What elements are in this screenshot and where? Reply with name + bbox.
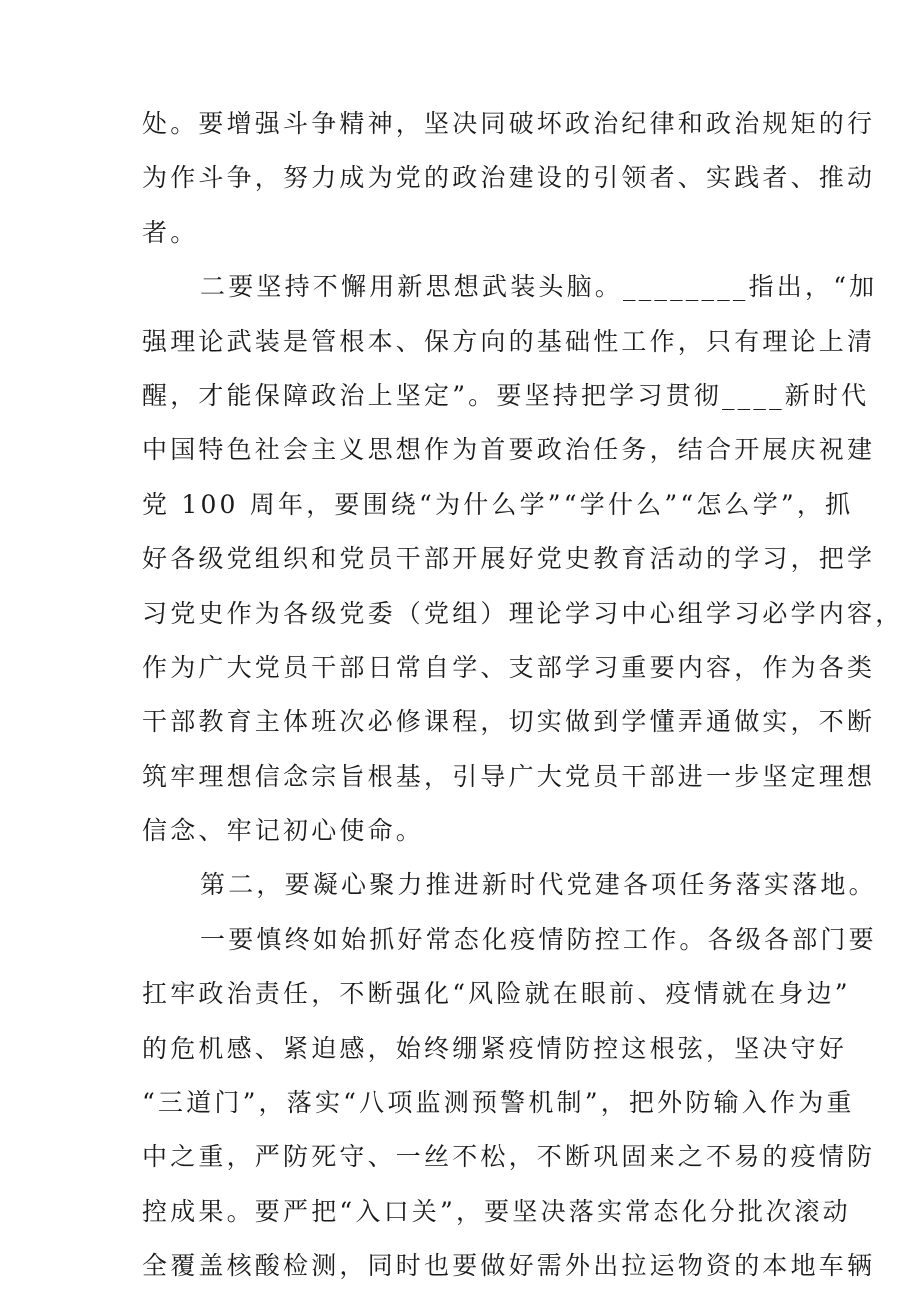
text-line: 作为广大党员干部日常自学、支部学习重要内容，作为各类 xyxy=(142,652,876,682)
text-line: 党 100 周年，要围绕“为什么学”“学什么”“怎么学”，抓 xyxy=(142,489,854,519)
body-text xyxy=(142,97,904,1294)
paragraph-start-line: 一要慎终如始抓好常态化疫情防控工作。各级各部门要 xyxy=(200,924,877,954)
text-line: 筑牢理想信念宗旨根基，引导广大党员干部进一步坚定理想 xyxy=(142,761,876,791)
text-line: 好各级党组织和党员干部开展好党史教育活动的学习，把学 xyxy=(142,544,876,574)
text-line: 中国特色社会主义思想作为首要政治任务，结合开展庆祝建 xyxy=(142,435,876,465)
text-line: 醒，才能保障政治上坚定”。要坚持把学习贯彻____新时代 xyxy=(142,380,870,410)
text-line: 强理论武装是管根本、保方向的基础性工作，只有理论上清 xyxy=(142,326,876,356)
text-line: 中之重，严防死守、一丝不松，不断巩固来之不易的疫情防 xyxy=(142,1142,876,1172)
text-line: 为作斗争，努力成为党的政治建设的引领者、实践者、推动 xyxy=(142,163,876,193)
section-heading-line: 第二，要凝心聚力推进新时代党建各项任务落实落地。 xyxy=(200,870,877,900)
text-line: 扛牢政治责任，不断强化“风险就在眼前、疫情就在身边” xyxy=(142,979,851,1009)
text-line: 信念、牢记初心使命。 xyxy=(142,816,425,846)
text-line: 全覆盖核酸检测，同时也要做好需外出拉运物资的本地车辆 xyxy=(142,1251,876,1281)
text-line: 者。 xyxy=(142,217,199,247)
text-line: 干部教育主体班次必修课程，切实做到学懂弄通做实，不断 xyxy=(142,707,876,737)
text-line: 习党史作为各级党委（党组）理论学习中心组学习必学内容， xyxy=(142,598,904,628)
text-line: 处。要增强斗争精神，坚决同破坏政治纪律和政治规矩的行 xyxy=(142,109,876,138)
text-line: 的危机感、紧迫感，始终绷紧疫情防控这根弦，坚决守好 xyxy=(142,1033,848,1063)
text-line: “三道门”，落实“八项监测预警机制”，把外防输入作为重 xyxy=(142,1088,855,1118)
paragraph-start-line: 二要坚持不懈用新思想武装头脑。________指出，“加 xyxy=(200,272,878,302)
text-line: 控成果。要严把“入口关”，要坚决落实常态化分批次滚动 xyxy=(142,1196,851,1226)
